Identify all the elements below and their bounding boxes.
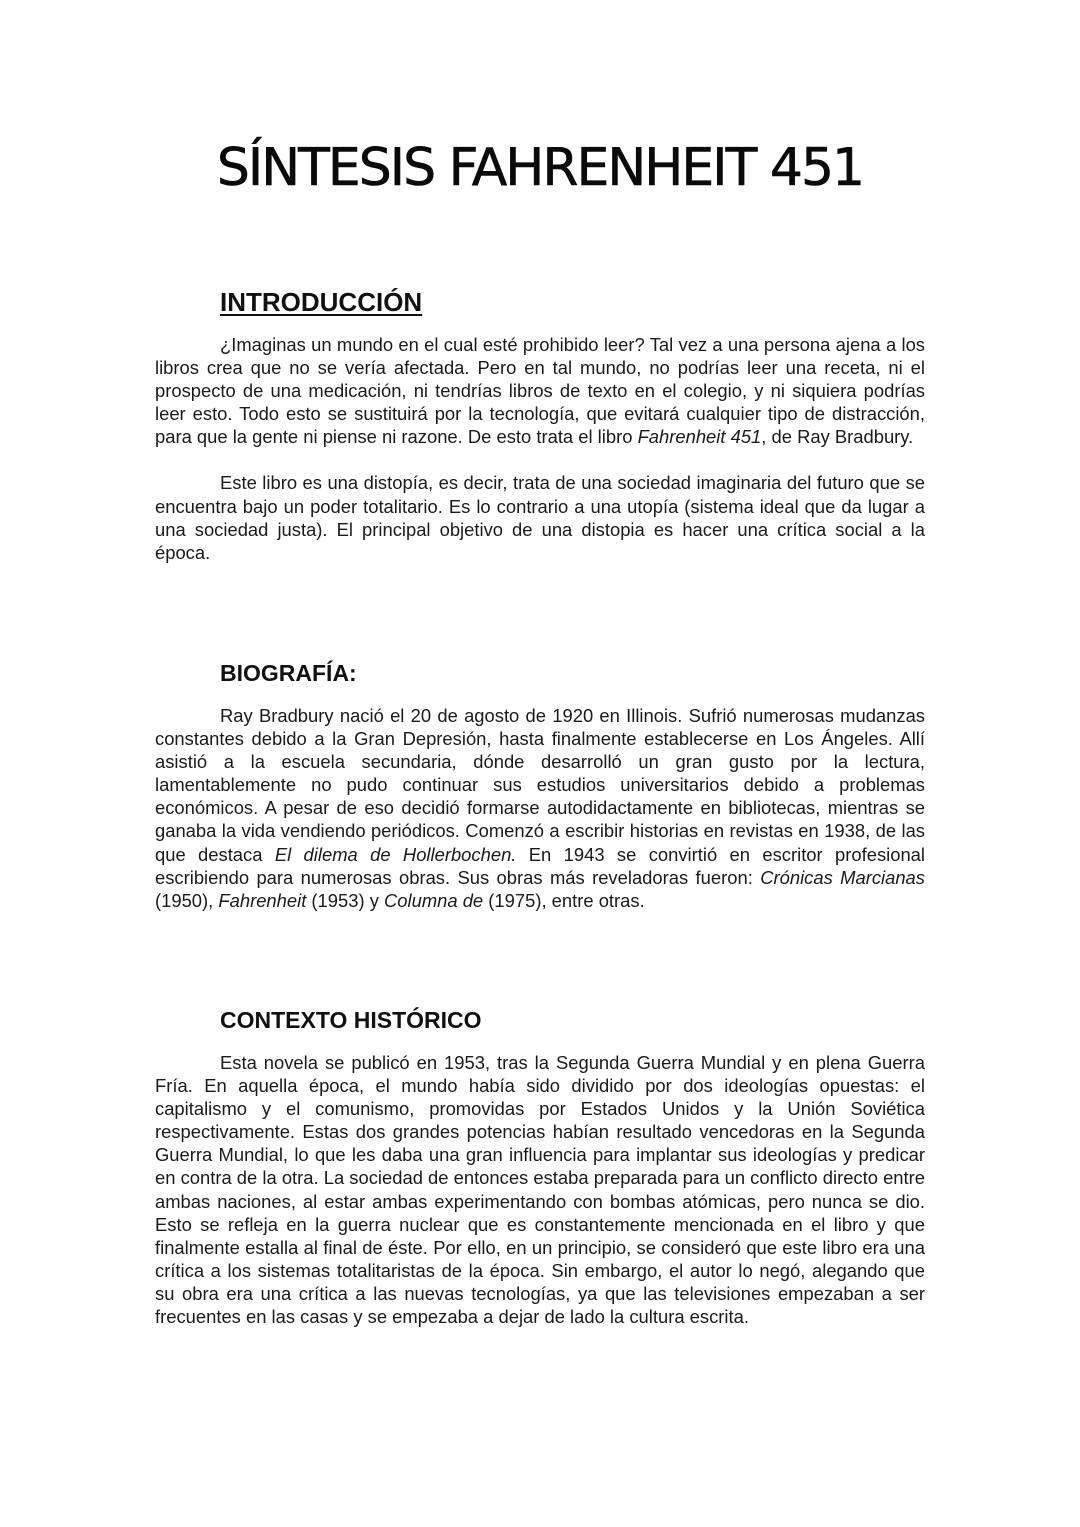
bio-text-b: En 1943 se convirtió en escritor profesional escribiendo para numerosas obras. Sus obras más reveladoras fueron: xyxy=(155,843,925,888)
work-title-hollerbochen: El dilema de Hollerbochen. xyxy=(274,843,517,865)
section-heading-introduction: INTRODUCCIÓN xyxy=(220,287,423,317)
book-title-italic: Fahrenheit 451 xyxy=(637,426,762,448)
section-historical-context xyxy=(155,1005,925,1351)
intro-paragraph-1 xyxy=(155,333,925,448)
work-title-cronicas: Crónicas Marcianas xyxy=(760,866,925,888)
work-title-fahrenheit: Fahrenheit xyxy=(218,889,307,911)
bio-text-c: (1950), xyxy=(155,889,219,911)
intro-paragraph-1-text-b: , de Ray Bradbury. xyxy=(761,426,914,448)
bio-paragraph-1 xyxy=(155,704,925,912)
section-heading-context: CONTEXTO HISTÓRICO xyxy=(220,1007,482,1033)
document-title: SÍNTESIS FAHRENHEIT 451 xyxy=(216,138,864,198)
intro-paragraph-2: Este libro es una distopía, es decir, trata de una sociedad imaginaria del futuro que se encuentra bajo un poder totalitario. Es lo contrario a una utopía (sistema ideal que da lugar a una sociedad justa). El principal objetivo de una distopia es hacer una crítica social a la época. xyxy=(155,472,925,563)
section-introduction xyxy=(155,287,925,587)
work-title-columna: Columna de xyxy=(384,889,484,911)
section-biography xyxy=(155,658,925,935)
bio-text-a: Ray Bradbury nació el 20 de agosto de 1920 en Illinois. Sufrió numerosas mudanzas constantes debido a la Gran Depresión, hasta finalmente establecerse en Los Ángeles. Allí asistió a la escuela secundaria, dónde desarrolló un gran gusto por la lectura, lamentablemente no pudo continuar sus estudios universitarios debido a problemas económicos. A pesar de eso decidió formarse autodidactamente en bibliotecas, mientras se ganaba la vida vendiendo periódicos. Comenzó a escribir historias en revistas en 1938, de las que destaca xyxy=(155,705,925,865)
bio-text-e: (1975), entre otras. xyxy=(483,889,645,911)
bio-text-d: (1953) y xyxy=(306,889,384,911)
intro-paragraph-1-text-a: ¿Imaginas un mundo en el cual esté prohibido leer? Tal vez a una persona ajena a los libros crea que no se vería afectada. Pero en tal mundo, no podrías leer una receta, ni el prospecto de una medicación, ni tendrías libros de texto en el colegio, y ni siquiera podrías leer esto. Todo esto se sustituirá por la tecnología, que evitará cualquier tipo de distracción, para que la gente ni piense ni razone. De esto trata el libro xyxy=(155,334,925,448)
context-paragraph-1: Esta novela se publicó en 1953, tras la Segunda Guerra Mundial y en plena Guerra Fría. En aquella época, el mundo había sido dividido por dos ideologías opuestas: el capitalismo y el comunismo, promovidas por Estados Unidos y la Unión Soviética respectivamente. Estas dos grandes potencias habían resultado vencedoras en la Segunda Guerra Mundial, lo que les daba una gran influencia para implantar sus ideologías y predicar en contra de la otra. La sociedad de entonces estaba preparada para un conflicto directo entre ambas naciones, al estar ambas experimentando con bombas atómicas, pero nunca se dio. Esto se refleja en la guerra nuclear que es constantemente mencionada en el libro y que finalmente estalla al final de éste. Por ello, en un principio, se consideró que este libro era una crítica a los sistemas totalitaristas de la época. Sin embargo, el autor lo negó, alegando que su obra era una crítica a las nuevas tecnologías, ya que las televisiones empezaban a ser frecuentes en las casas y se empezaba a dejar de lado la cultura escrita. xyxy=(155,1052,925,1328)
section-heading-biography: BIOGRAFÍA: xyxy=(220,660,357,686)
